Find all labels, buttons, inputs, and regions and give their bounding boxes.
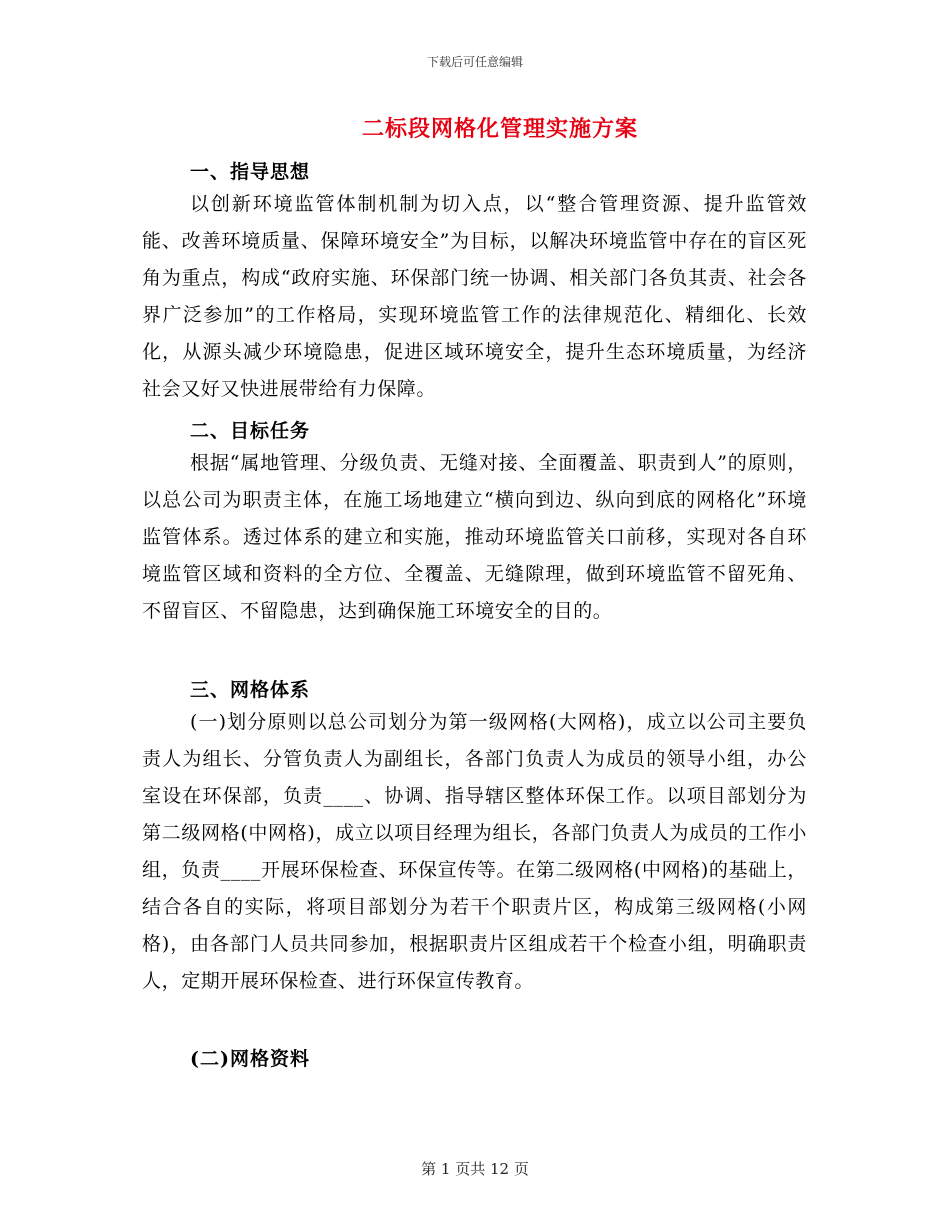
section-heading-grid-system: 三、网格体系	[190, 679, 311, 701]
header-note: 下载后可任意编辑	[426, 55, 523, 69]
subsection-heading-grid-materials: (二)网格资料	[190, 1048, 310, 1070]
document-title: 二标段网格化管理实施方案	[361, 116, 638, 142]
section-heading-objectives: 二、目标任务	[190, 420, 311, 442]
section-paragraph-grid-system: (一)划分原则以总公司划分为第一级网格(大网格)，成立以公司主要负责人为组长、分管负责人为副组长，各部门负责人为成员的领导小组，办公室设在环保部，负责____、协调、指导辖区整体环保工作。以项目部划分为第二级网格(中网格)，成立以项目经理为组长，各部门负责人为成员的工作小组，负责____开展环保检查、环保宣传等。在第二级网格(中网格)的基础上，结合各自的实际，将项目部划分为若干个职责片区，构成第三级网格(小网格)，由各部门人员共同参加，根据职责片区组成若干个检查小组，明确职责人，定期开展环保检查、进行环保宣传教育。	[142, 711, 807, 992]
section-paragraph-objectives: 根据“属地管理、分级负责、无缝对接、全面覆盖、职责到人”的原则，以总公司为职责主体，在施工场地建立“横向到边、纵向到底的网格化”环境监管体系。透过体系的建立和实施，推动环境监管关口前移，实现对各自环境监管区域和资料的全方位、全覆盖、无缝隙理，做到环境监管不留死角、不留盲区、不留隐患，达到确保施工环境安全的目的。	[142, 452, 807, 622]
page-footer: 第 1 页共 12 页	[421, 1160, 529, 1178]
section-paragraph-guiding-ideology: 以创新环境监管体制机制为切入点，以“整合管理资源、提升监管效能、改善环境质量、保障环境安全”为目标，以解决环境监管中存在的盲区死角为重点，构成“政府实施、环保部门统一协调、相关部门各负其责、社会各界广泛参加”的工作格局，实现环境监管工作的法律规范化、精细化、长效化，从源头减少环境隐患，促进区域环境安全，提升生态环境质量，为经济社会又好又快进展带给有力保障。	[142, 193, 807, 400]
section-heading-guiding-ideology: 一、指导思想	[190, 161, 311, 183]
